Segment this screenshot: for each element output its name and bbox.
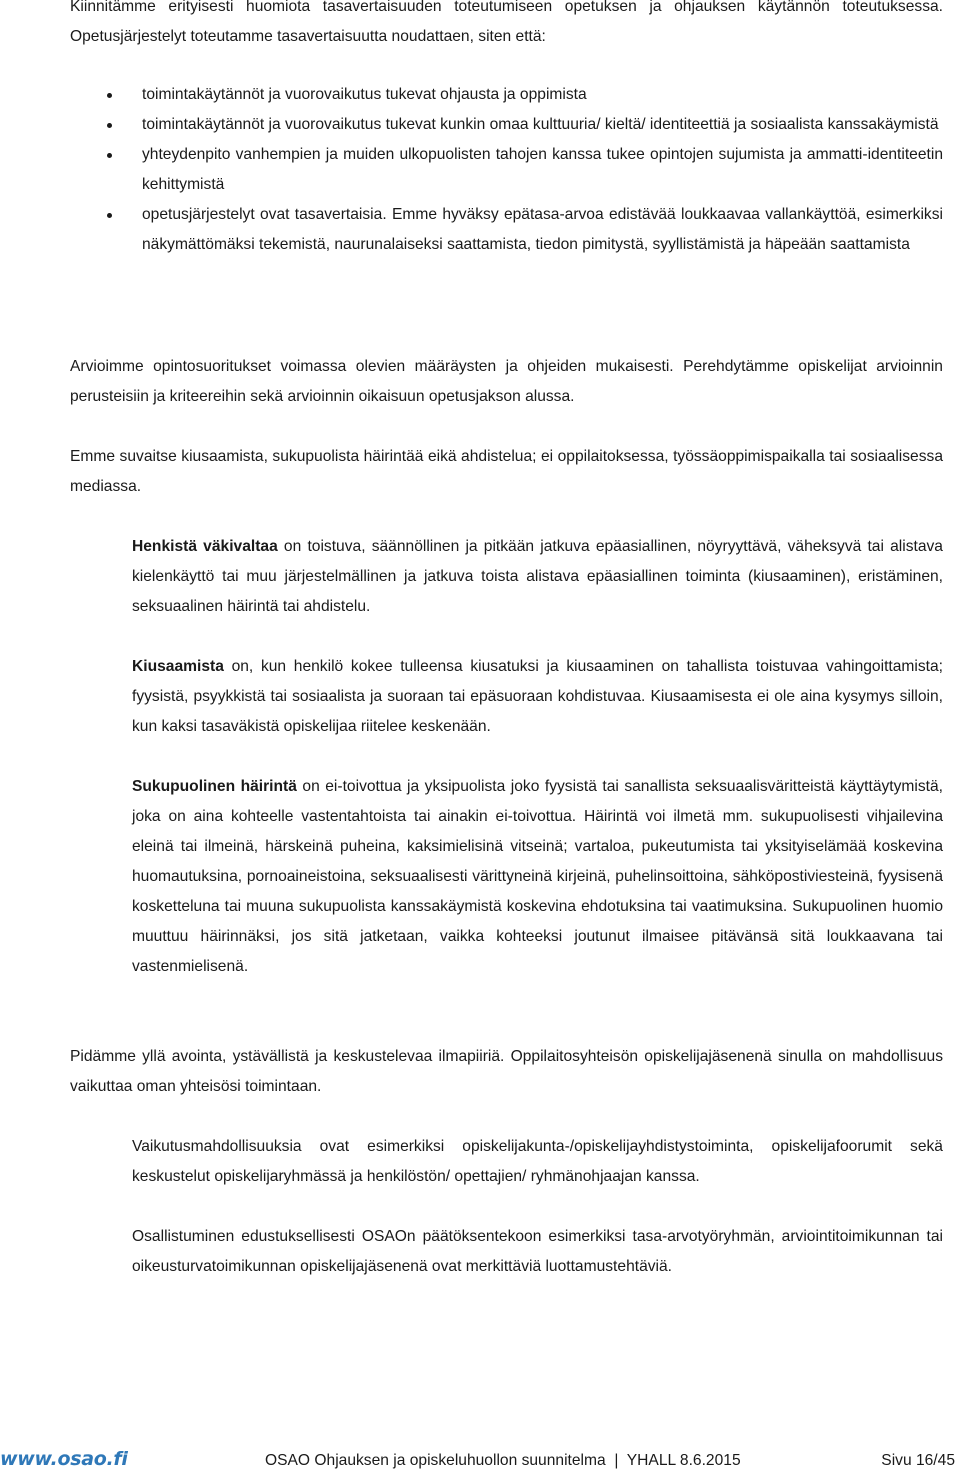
list-item: opetusjärjestelyt ovat tasavertaisia. Emme hyväksy epätasa-arvoa edistävää loukkaavaa vallankäyttöä, esimerkiksi näkymättömäksi tekemistä, naurunalaiseksi saattamista, tiedon pimitystä, syyllistämistä ja häpeään saattamista <box>0 200 943 260</box>
influence-paragraph: Vaikutusmahdollisuuksia ovat esimerkiksi opiskelijakunta-/opiskelijayhdistystoiminta, opiskelijafoorumit sekä keskustelut opiskelijaryhmässä ja henkilöstön/ opettajien/ ryhmänohjaajan kanssa. <box>132 1138 943 1185</box>
equality-bullet-list <box>0 80 943 260</box>
definition-term: Henkistä väkivaltaa <box>132 538 278 555</box>
bullet-icon <box>107 213 112 218</box>
definition-text: on toistuva, säännöllinen ja pitkään jatkuva epäasiallinen, nöyryyttävä, väheksyvä tai alistava kielenkäyttö tai muu järjestelmällinen ja jatkuva toista alistava epäasiallinen toiminta (kiusaaminen), eristäminen, seksuaalinen häirintä tai ahdistelu. <box>132 538 943 615</box>
list-item: yhteydenpito vanhempien ja muiden ulkopuolisten tahojen kanssa tukee opintojen sujumista ja ammatti-identiteetin kehittymistä <box>0 140 943 200</box>
page-number: Sivu 16/45 <box>881 1452 955 1469</box>
definition-text: on ei-toivottua ja yksipuolista joko fyysistä tai sanallista seksuaalisväritteistä käyttäytymistä, joka on aina kohteelle vastentahtoista tai ainakin ei-toivottua. Häirintä voi ilmetä mm. sukupuolisesti vihjailevina eleinä tai ilmeinä, härskeinä puheina, kaksimielisinä vitseinä; vartaloa, pukeutumista tai yksityiselämää koskevina huomautuksina, pornoaineistoina, seksuaalisesti värittyneinä kirjeinä, puhelinsoittoina, sähköpostiviesteinä, fyysisenä kosketteluna tai muuna sukupuolista kanssakäymistä koskevina ehdotuksina tai vaatimuksina. Sukupuolinen huomio muuttuu häirinnäksi, jos sitä jatketaan, vaikka kohteeksi joutunut ilmaisee pitävänsä sitä loukkaavana tai vastenmielisenä. <box>132 778 944 975</box>
definition-term: Kiusaamista <box>132 658 224 675</box>
list-item: toimintakäytännöt ja vuorovaikutus tukevat ohjausta ja oppimista <box>0 80 943 110</box>
definition-sexual-harassment <box>132 772 943 982</box>
definition-term: Sukupuolinen häirintä <box>132 778 297 795</box>
bullet-icon <box>107 153 112 158</box>
bullet-icon <box>107 123 112 128</box>
footer-document-title: OSAO Ohjauksen ja opiskeluhuollon suunnitelma | YHALL 8.6.2015 <box>265 1452 741 1469</box>
bullet-icon <box>107 93 112 98</box>
harassment-paragraph: Emme suvaitse kiusaamista, sukupuolista häirintää eikä ahdistelua; ei oppilaitoksessa, työssäoppimispaikalla tai sosiaalisessa mediassa. <box>70 448 943 495</box>
osao-logo-link[interactable]: www.osao.fi <box>0 1448 128 1470</box>
definition-mental-violence <box>132 532 943 622</box>
intro-paragraph: Kiinnitämme erityisesti huomiota tasavertaisuuden toteutumiseen opetuksen ja ohjauksen käytännön toteutuksessa. Opetusjärjestelyt toteutamme tasavertaisuutta noudattaen, siten että: <box>70 0 943 45</box>
page-footer <box>0 1446 960 1476</box>
definition-text: on, kun henkilö kokee tulleensa kiusatuksi ja kiusaaminen on tahallista toistuvaa vahingoittamista; fyysistä, psyykkistä tai sosiaalista ja suoraan tai epäsuoraan kohdistuvaa. Kiusaamisesta ei ole aina kysymys silloin, kun kaksi tasaväkistä opiskelijaa riitelee keskenään. <box>132 658 943 735</box>
list-item: toimintakäytännöt ja vuorovaikutus tukevat kunkin omaa kulttuuria/ kieltä/ identiteettiä ja sosiaalista kanssakäymistä <box>0 110 943 140</box>
assessment-paragraph: Arvioimme opintosuoritukset voimassa olevien määräysten ja ohjeiden mukaisesti. Perehdytämme opiskelijat arvioinnin perusteisiin ja kriteereihin sekä arvioinnin oikaisuun opetusjakson alussa. <box>70 358 943 405</box>
atmosphere-paragraph: Pidämme yllä avointa, ystävällistä ja keskustelevaa ilmapiiriä. Oppilaitosyhteisön opiskelijajäsenenä sinulla on mahdollisuus vaikuttaa oman yhteisösi toimintaan. <box>70 1048 943 1095</box>
definition-bullying <box>132 652 943 742</box>
participation-paragraph: Osallistuminen edustuksellisesti OSAOn päätöksentekoon esimerkiksi tasa-arvotyöryhmän, arviointitoimikunnan tai oikeusturvatoimikunnan opiskelijajäsenenä ovat merkittäviä luottamustehtäviä. <box>132 1228 943 1275</box>
